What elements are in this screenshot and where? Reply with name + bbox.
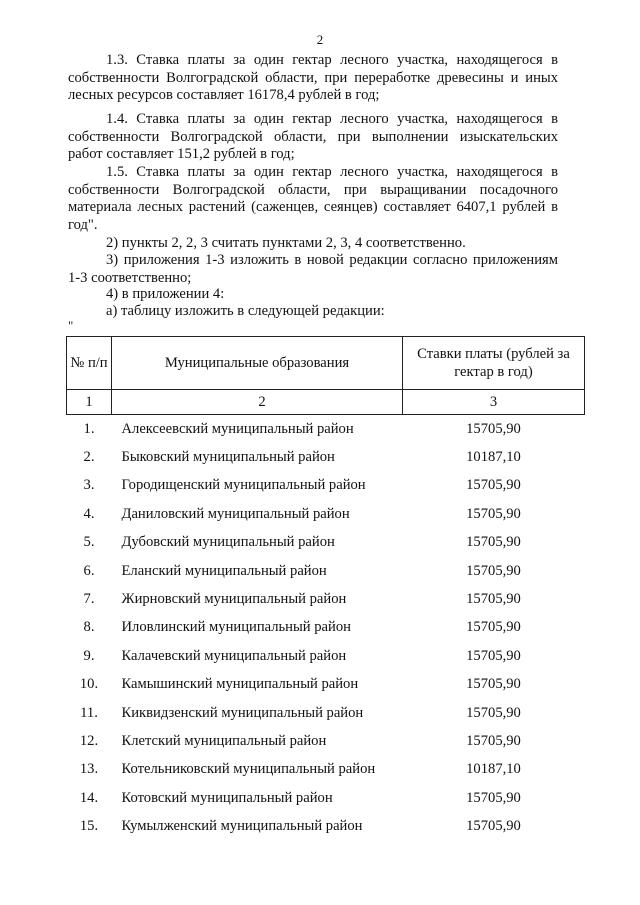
row-rate: 15705,90: [466, 647, 521, 664]
row-municipality: Быковский муниципальный район: [121, 449, 335, 466]
paragraph-4: [68, 286, 558, 304]
row-municipality: Калачевский муниципальный район: [121, 647, 347, 664]
opening-quote-mark: ": [68, 318, 74, 333]
table-row: [67, 500, 585, 528]
row-number: 2.: [83, 449, 95, 466]
row-number: 7.: [83, 591, 95, 608]
row-municipality: Городищенский муниципальный район: [121, 477, 366, 494]
row-rate: 15705,90: [466, 591, 521, 608]
paragraph-1-3-text: 1.3. Ставка платы за один гектар лесного участка, находящегося в собственности Волгоградской области, при переработке древесины и иных лесных ресурсов составляет 16178,4 рублей в год;: [68, 52, 558, 104]
table-row: [67, 699, 585, 727]
table-row: [67, 614, 585, 642]
header-rate: Ставки платы (рублей за гектар в год): [403, 337, 585, 390]
paragraph-4-text: 4) в приложении 4:: [106, 286, 225, 302]
row-rate: 15705,90: [466, 619, 521, 636]
table-row: [67, 529, 585, 557]
row-number: 12.: [79, 732, 99, 749]
row-number: 5.: [83, 534, 95, 551]
header-municipality: Муниципальные образования: [112, 337, 403, 390]
paragraph-3-text: 3) приложения 1-3 изложить в новой редакции согласно приложениям 1-3 соответственно;: [68, 252, 558, 286]
row-municipality: Клетский муниципальный район: [121, 732, 327, 749]
paragraph-1-4-text: 1.4. Ставка платы за один гектар лесного участка, находящегося в собственности Волгоградской области, при выполнении изыскательских работ составляет 151,2 рублей в год;: [68, 111, 558, 163]
row-rate: 15705,90: [466, 562, 521, 579]
row-municipality: Котовский муниципальный район: [121, 789, 333, 806]
paragraph-1-4: [68, 111, 558, 164]
rates-table: [66, 336, 585, 841]
paragraph-3: [68, 252, 558, 287]
column-number-2: 2: [112, 390, 403, 415]
table-row: [67, 443, 585, 471]
row-number: 15.: [79, 818, 99, 835]
paragraph-1-5-text: 1.5. Ставка платы за один гектар лесного участка, находящегося в собственности Волгоградской области, при выращивании посадочного материала лесных растений (саженцев, сеянцев) составляет 6407,1 рублей в год".: [68, 164, 558, 233]
row-number: 14.: [79, 789, 99, 806]
paragraph-4a-text: а) таблицу изложить в следующей редакции:: [106, 303, 385, 319]
row-municipality: Иловлинский муниципальный район: [121, 619, 351, 636]
row-rate: 15705,90: [466, 505, 521, 522]
row-municipality: Жирновский муниципальный район: [121, 591, 347, 608]
row-municipality: Даниловский муниципальный район: [121, 505, 350, 522]
column-number-3: 3: [403, 390, 585, 415]
table-row: [67, 557, 585, 585]
table-row: [67, 671, 585, 699]
row-rate: 15705,90: [466, 676, 521, 693]
row-municipality: Котельниковский муниципальный район: [121, 761, 376, 778]
row-number: 6.: [83, 562, 95, 579]
table-row: [67, 472, 585, 500]
page-number: 2: [316, 32, 324, 47]
paragraph-2: [68, 235, 558, 253]
header-number: № п/п: [67, 337, 112, 390]
row-number: 11.: [80, 704, 98, 721]
row-number: 4.: [83, 505, 95, 522]
row-rate: 15705,90: [466, 732, 521, 749]
paragraph-4a: [68, 303, 558, 321]
row-rate: 10187,10: [466, 449, 521, 466]
table-row: [67, 756, 585, 784]
row-number: 13.: [79, 761, 99, 778]
row-number: 10.: [79, 676, 99, 693]
column-number-1: 1: [67, 390, 112, 415]
paragraph-2-text: 2) пункты 2, 2, 3 считать пунктами 2, 3, 4 соответственно.: [106, 235, 466, 251]
row-rate: 15705,90: [466, 789, 521, 806]
row-rate: 15705,90: [466, 818, 521, 835]
row-municipality: Еланский муниципальный район: [121, 562, 327, 579]
row-municipality: Камышинский муниципальный район: [121, 676, 359, 693]
row-municipality: Кумылженский муниципальный район: [121, 818, 363, 835]
table-row: [67, 642, 585, 670]
table-header-row: [67, 337, 585, 390]
table-row: [67, 727, 585, 755]
row-number: 9.: [83, 647, 95, 664]
row-municipality: Алексеевский муниципальный район: [121, 420, 354, 437]
paragraph-1-3: [68, 52, 558, 105]
table-row: [67, 415, 585, 444]
row-municipality: Киквидзенский муниципальный район: [121, 704, 364, 721]
table-row: [67, 812, 585, 840]
row-number: 3.: [83, 477, 95, 494]
row-rate: 10187,10: [466, 761, 521, 778]
row-rate: 15705,90: [466, 420, 521, 437]
table-row: [67, 585, 585, 613]
row-rate: 15705,90: [466, 704, 521, 721]
row-rate: 15705,90: [466, 534, 521, 551]
row-rate: 15705,90: [466, 477, 521, 494]
row-number: 1.: [83, 420, 95, 437]
row-municipality: Дубовский муниципальный район: [121, 534, 335, 551]
row-number: 8.: [83, 619, 95, 636]
paragraph-1-5: [68, 164, 558, 234]
column-number-row: [67, 390, 585, 415]
table-row: [67, 784, 585, 812]
